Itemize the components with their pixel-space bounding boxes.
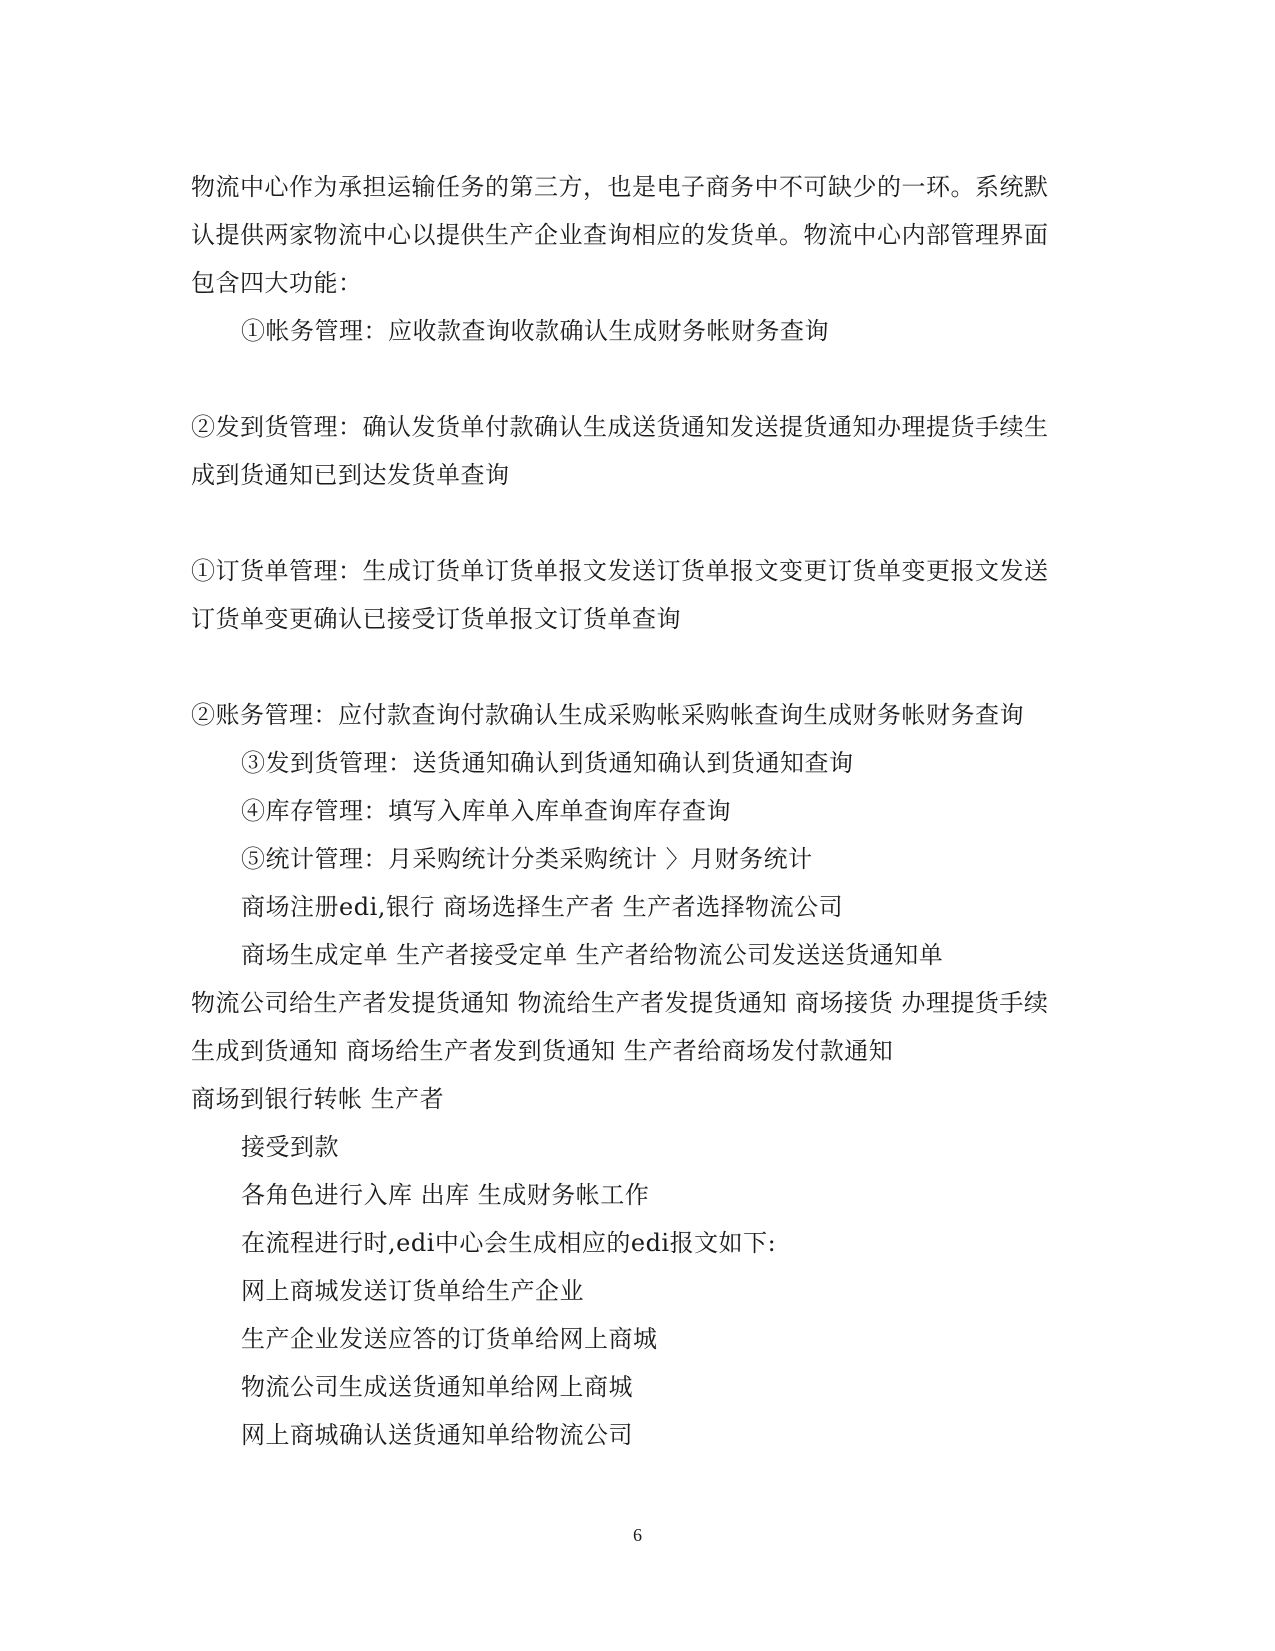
list-item-shipping-cont: 成到货通知已到达发货单查询 — [191, 461, 510, 489]
list-item-accounting: ①帐务管理：应收款查询收款确认生成财务帐财务查询 — [241, 317, 829, 345]
flow-line: 生成到货通知 商场给生产者发到货通知 生产者给商场发付款通知 — [191, 1037, 894, 1065]
list-item-shipping: ②发到货管理：确认发货单付款确认生成送货通知发送提货通知办理提货手续生 — [191, 413, 1049, 441]
document-body — [191, 163, 1081, 1459]
paragraph-line: 包含四大功能： — [191, 269, 363, 297]
flow-line: 物流公司给生产者发提货通知 物流给生产者发提货通知 商场接货 办理提货手续 — [191, 989, 1049, 1017]
edi-message-item: 网上商城确认送货通知单给物流公司 — [241, 1421, 633, 1449]
edi-message-item: 网上商城发送订货单给生产企业 — [241, 1277, 584, 1305]
blank-line — [191, 499, 1081, 547]
flow-line: 商场到银行转帐 生产者 — [191, 1085, 445, 1113]
tail-line: 在流程进行时,edi中心会生成相应的edi报文如下: — [241, 1229, 777, 1257]
list-item-orders: ①订货单管理：生成订货单订货单报文发送订货单报文变更订货单变更报文发送 — [191, 557, 1049, 585]
blank-line — [191, 643, 1081, 691]
page-number: 6 — [633, 1525, 642, 1545]
tail-line: 接受到款 — [241, 1133, 339, 1161]
list-item-orders-cont: 订货单变更确认已接受订货单报文订货单查询 — [191, 605, 681, 633]
list-item-accounts: ②账务管理：应付款查询付款确认生成采购帐采购帐查询生成财务帐财务查询 — [191, 701, 1024, 729]
list-item-delivery: ③发到货管理：送货通知确认到货通知确认到货通知查询 — [241, 749, 854, 777]
edi-message-item: 生产企业发送应答的订货单给网上商城 — [241, 1325, 658, 1353]
paragraph-line: 物流中心作为承担运输任务的第三方，也是电子商务中不可缺少的一环。系统默 — [191, 173, 1049, 201]
edi-message-item: 物流公司生成送货通知单给网上商城 — [241, 1373, 633, 1401]
tail-line: 各角色进行入库 出库 生成财务帐工作 — [241, 1181, 650, 1209]
blank-line — [191, 355, 1081, 403]
paragraph-line: 认提供两家物流中心以提供生产企业查询相应的发货单。物流中心内部管理界面 — [191, 221, 1049, 249]
flow-line: 商场生成定单 生产者接受定单 生产者给物流公司发送送货通知单 — [241, 941, 944, 969]
list-item-statistics: ⑤统计管理：月采购统计分类采购统计 〉月财务统计 — [241, 845, 813, 873]
flow-line: 商场注册edi,银行 商场选择生产者 生产者选择物流公司 — [241, 893, 844, 921]
list-item-inventory: ④库存管理：填写入库单入库单查询库存查询 — [241, 797, 731, 825]
